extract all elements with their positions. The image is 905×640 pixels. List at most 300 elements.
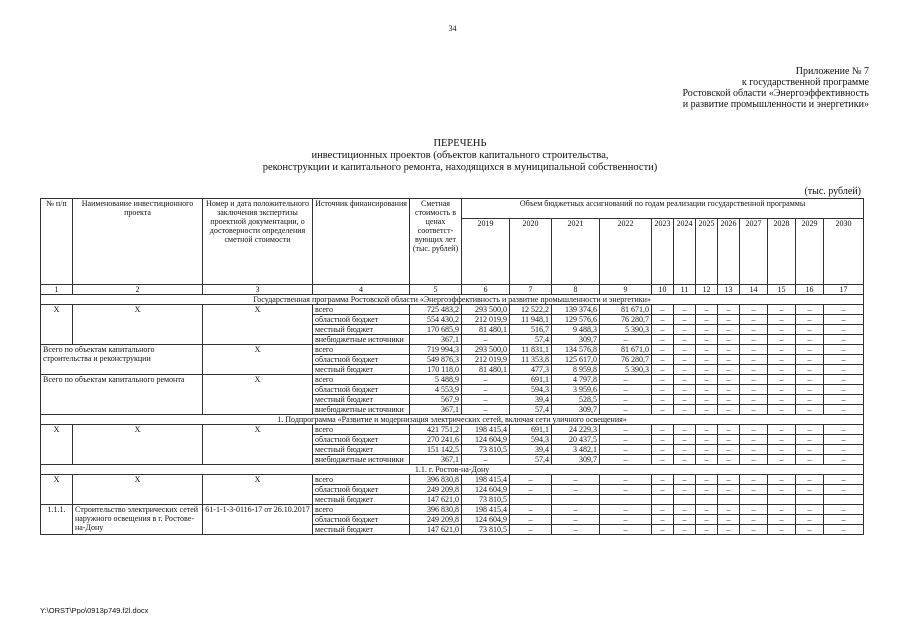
cell-value: – [824,375,864,385]
cell-value: – [740,525,768,535]
cell-value: – [768,395,796,405]
cell-num: Х [41,425,73,465]
cell-value: – [718,505,740,515]
cell-value: 198 415,4 [462,475,510,485]
cell-source: местный бюджет [313,495,410,505]
cell-value: – [718,445,740,455]
cell-value: – [824,435,864,445]
cell-value: 57,4 [510,335,552,345]
cell-value: 81 671,0 [600,345,652,355]
header-colnum: 4 [313,285,410,295]
cell-value: – [768,375,796,385]
header-colnum: 3 [203,285,313,295]
cell-value: – [696,345,718,355]
cell-value: – [796,385,824,395]
cell-name: Строительство электрических сетей наружного освещения в г. Ростове-на-Дону [73,505,203,535]
header-year: 2028 [768,219,796,285]
cell-value: – [718,425,740,435]
cell-source: всего [313,475,410,485]
title-line: реконструкции и капитального ремонта, находящихся в муниципальной собственности) [262,162,658,173]
cell-value: – [740,365,768,375]
cell-source: областной бюджет [313,315,410,325]
cell-value: – [796,525,824,535]
cell-value: 516,7 [510,325,552,335]
appendix-line: к государственной программе [741,77,869,88]
cell-estimate: 421 751,2 [410,425,462,435]
cell-value: – [796,365,824,375]
cell-value: – [718,525,740,535]
header-colnum: 9 [600,285,652,295]
cell-value: 24 229,3 [552,425,600,435]
cell-value: 5 390,3 [600,365,652,375]
cell-value: – [740,385,768,395]
cell-value: – [674,525,696,535]
cell-value: – [652,515,674,525]
cell-value: 309,7 [552,455,600,465]
table-row [41,475,864,485]
cell-source: областной бюджет [313,515,410,525]
cell-value: – [462,335,510,345]
cell-value: – [652,335,674,345]
appendix-line: и развитие промышленности и энергетики» [682,99,869,110]
cell-value: – [718,475,740,485]
cell-estimate: 5 488,9 [410,375,462,385]
cell-value: – [652,445,674,455]
cell-estimate: 567,9 [410,395,462,405]
cell-value: – [718,515,740,525]
cell-value: 309,7 [552,335,600,345]
cell-value: – [652,525,674,535]
cell-value [652,495,674,505]
cell-value: – [768,355,796,365]
cell-num: 1.1.1. [41,505,73,535]
cell-value: – [718,355,740,365]
cell-value: – [796,505,824,515]
cell-value: – [718,305,740,315]
cell-value: – [510,515,552,525]
cell-conclusion: Х [203,345,313,375]
cell-value: 73 810,5 [462,495,510,505]
cell-value: – [696,455,718,465]
cell-value: – [600,385,652,395]
cell-value [510,495,552,505]
cell-value: – [740,375,768,385]
cell-value: – [740,455,768,465]
cell-value [600,495,652,505]
cell-source: областной бюджет [313,355,410,365]
cell-value: – [768,365,796,375]
cell-estimate: 170 685,9 [410,325,462,335]
cell-value: – [600,515,652,525]
cell-value: – [796,345,824,355]
document-title [230,138,690,174]
cell-value: – [796,425,824,435]
table-row [41,505,864,515]
cell-value: – [652,325,674,335]
cell-value: – [696,485,718,495]
cell-value: 4 797,8 [552,375,600,385]
file-path-footer: Y:\ORST\Ppo\0913p749.f2l.docx [40,606,149,615]
cell-value: – [674,435,696,445]
cell-value: – [768,445,796,455]
cell-value: – [768,485,796,495]
cell-source: местный бюджет [313,365,410,375]
cell-source: всего [313,505,410,515]
cell-value: – [674,475,696,485]
cell-value: 198 415,4 [462,505,510,515]
cell-value: – [652,395,674,405]
cell-value: – [674,445,696,455]
cell-value: 293 500,0 [462,345,510,355]
appendix-line: Приложение № 7 [795,66,869,77]
cell-value: – [652,305,674,315]
cell-value: 11 353,8 [510,355,552,365]
cell-value: – [796,325,824,335]
header-colnum: 7 [510,285,552,295]
cell-value: – [696,365,718,375]
page-number: 34 [448,24,457,33]
cell-value [768,495,796,505]
cell-value: – [740,435,768,445]
cell-value: – [652,435,674,445]
cell-value: 198 415,4 [462,425,510,435]
cell-value: 691,1 [510,375,552,385]
cell-value: 594,3 [510,435,552,445]
cell-source: местный бюджет [313,525,410,535]
units-label: (тыс. рублей) [804,186,861,197]
cell-value: – [740,445,768,455]
header-colnum: 8 [552,285,600,295]
cell-value: – [696,505,718,515]
header-year: 2026 [718,219,740,285]
cell-value: – [824,335,864,345]
cell-value: – [652,455,674,465]
cell-estimate: 249 209,8 [410,515,462,525]
cell-source: внебюджетные источники [313,405,410,415]
cell-value: 9 488,3 [552,325,600,335]
cell-value: – [740,485,768,495]
cell-estimate: 147 621,0 [410,525,462,535]
cell-value: – [696,405,718,415]
cell-value [674,495,696,505]
cell-value [718,495,740,505]
header-year: 2021 [552,219,600,285]
cell-value: – [768,315,796,325]
cell-estimate: 147 621,0 [410,495,462,505]
cell-value: – [740,425,768,435]
cell-value: – [674,335,696,345]
cell-value: – [600,475,652,485]
cell-value: 11 948,1 [510,315,552,325]
investment-projects-table [40,198,864,535]
cell-value: – [674,375,696,385]
cell-estimate: 396 830,8 [410,505,462,515]
cell-value: – [718,455,740,465]
header-colnum: 10 [652,285,674,295]
cell-estimate: 367,1 [410,335,462,345]
cell-name: Х [73,475,203,505]
cell-value [740,495,768,505]
cell-num: Х [41,475,73,505]
cell-value: – [768,335,796,345]
cell-estimate: 396 830,8 [410,475,462,485]
cell-value: – [510,505,552,515]
cell-value: – [462,455,510,465]
cell-value: – [768,515,796,525]
cell-value: – [600,505,652,515]
cell-value: – [652,365,674,375]
cell-estimate: 549 876,3 [410,355,462,365]
cell-value: – [696,445,718,455]
cell-value: 3 482,1 [552,445,600,455]
cell-value: – [696,325,718,335]
cell-value: – [462,385,510,395]
section-city: 1.1. г. Ростов-на-Дону [41,465,864,475]
cell-estimate: 249 209,8 [410,485,462,495]
cell-value: – [740,315,768,325]
cell-value: – [462,405,510,415]
cell-source: местный бюджет [313,445,410,455]
header-colnum: 1 [41,285,73,295]
cell-estimate: 4 553,9 [410,385,462,395]
cell-value: – [696,335,718,345]
cell-estimate: 270 241,6 [410,435,462,445]
cell-value: 76 280,7 [600,355,652,365]
cell-value: 12 522,2 [510,305,552,315]
cell-value: – [824,385,864,395]
cell-value: 124 604,9 [462,485,510,495]
cell-value: – [552,505,600,515]
cell-value: – [696,475,718,485]
cell-value: – [600,335,652,345]
cell-value: – [674,405,696,415]
cell-value: – [696,385,718,395]
header-year: 2020 [510,219,552,285]
title-line: инвестиционных проектов (объектов капитального строительства, [311,150,609,161]
cell-value: 76 280,7 [600,315,652,325]
cell-value: – [796,305,824,315]
cell-value: 8 959,8 [552,365,600,375]
cell-value: – [824,365,864,375]
cell-value: – [796,515,824,525]
cell-value: – [674,455,696,465]
cell-value: – [768,345,796,355]
header-estimate: Сметная стоимость в ценах соответст-вующих лет (тыс. рублей) [410,199,462,285]
cell-value: – [796,475,824,485]
cell-value: 124 604,9 [462,435,510,445]
cell-value: 212 019,9 [462,355,510,365]
cell-value: – [796,355,824,365]
cell-source: местный бюджет [313,325,410,335]
cell-value: – [740,345,768,355]
cell-value: – [674,485,696,495]
cell-value: 124 604,9 [462,515,510,525]
cell-estimate: 170 118,0 [410,365,462,375]
cell-value: – [718,385,740,395]
cell-source: внебюджетные источники [313,335,410,345]
cell-source: областной бюджет [313,385,410,395]
cell-value: – [796,445,824,455]
title-heading: ПЕРЕЧЕНЬ [433,138,487,149]
cell-value: – [600,455,652,465]
cell-value: 20 437,5 [552,435,600,445]
cell-value: – [796,375,824,385]
cell-value: 73 810,5 [462,525,510,535]
cell-conclusion: Х [203,375,313,415]
header-year: 2027 [740,219,768,285]
cell-value: – [824,315,864,325]
cell-value: 81 480,1 [462,325,510,335]
cell-value: 3 959,6 [552,385,600,395]
cell-value: – [652,485,674,495]
cell-estimate: 367,1 [410,455,462,465]
header-year: 2023 [652,219,674,285]
cell-value: – [824,485,864,495]
cell-estimate: 151 142,5 [410,445,462,455]
cell-value: – [740,305,768,315]
cell-value: – [768,475,796,485]
header-colnum: 14 [740,285,768,295]
cell-value: – [824,515,864,525]
cell-value: – [740,355,768,365]
cell-value: – [674,385,696,395]
cell-value: – [740,475,768,485]
cell-value: – [718,395,740,405]
header-colnum: 6 [462,285,510,295]
cell-value: – [740,515,768,525]
cell-value: – [718,315,740,325]
table-row [41,305,864,315]
header-year: 2019 [462,219,510,285]
cell-value: 139 374,6 [552,305,600,315]
header-year: 2029 [796,219,824,285]
cell-value: 129 576,6 [552,315,600,325]
cell-value: – [718,335,740,345]
cell-value: – [652,385,674,395]
cell-value: – [796,395,824,405]
cell-value: – [740,405,768,415]
cell-value: – [824,455,864,465]
cell-value: – [600,405,652,415]
cell-value: – [768,385,796,395]
cell-value: – [740,325,768,335]
cell-value: 309,7 [552,405,600,415]
cell-value: – [824,445,864,455]
cell-value: – [696,355,718,365]
cell-value: 477,3 [510,365,552,375]
header-year: 2022 [600,219,652,285]
header-year: 2030 [824,219,864,285]
cell-value: 73 810,5 [462,445,510,455]
cell-value: – [718,365,740,375]
cell-name: Х [73,305,203,345]
cell-value: – [462,375,510,385]
cell-value: – [652,405,674,415]
header-conclusion: Номер и дата положительного заключения экспертизы проектной документации, о достоверности определения сметной стоимости [203,199,313,285]
appendix-line: Ростовской области «Энергоэффективность [682,88,869,99]
header-num: № п/п [41,199,73,285]
header-colnum: 11 [674,285,696,295]
cell-value: 293 500,0 [462,305,510,315]
table-row [41,375,864,385]
cell-value: – [718,435,740,445]
cell-value: – [696,425,718,435]
cell-value: – [768,405,796,415]
section-program: Государственная программа Ростовской области «Энергоэффективность и развитие промышленности и энергетики» [41,295,864,305]
cell-value: – [674,345,696,355]
header-colnum: 2 [73,285,203,295]
cell-value: – [718,345,740,355]
cell-value: – [552,515,600,525]
cell-value: – [796,435,824,445]
cell-value: – [768,455,796,465]
cell-value: – [674,315,696,325]
cell-value: – [652,475,674,485]
cell-value: – [824,425,864,435]
cell-name: Всего по объектам капитального строительства и реконструкции [41,345,203,375]
cell-value: – [696,435,718,445]
cell-value [796,495,824,505]
cell-source: внебюджетные источники [313,455,410,465]
cell-value: – [696,305,718,315]
cell-value [552,495,600,505]
cell-value: – [600,445,652,455]
header-colnum: 12 [696,285,718,295]
cell-value: – [824,345,864,355]
table-row [41,425,864,435]
cell-value: – [718,485,740,495]
cell-value: – [768,305,796,315]
cell-value: 11 831,1 [510,345,552,355]
cell-value: – [740,335,768,345]
cell-value: 39,4 [510,445,552,455]
cell-value: – [552,485,600,495]
cell-source: всего [313,375,410,385]
cell-source: областной бюджет [313,485,410,495]
table-row [41,345,864,355]
cell-value: – [796,335,824,345]
cell-value: – [696,375,718,385]
cell-value: 134 576,8 [552,345,600,355]
cell-value: – [768,425,796,435]
cell-value: – [652,375,674,385]
cell-source: всего [313,345,410,355]
header-year: 2024 [674,219,696,285]
section-subprogram: 1. Подпрограмма «Развитие и модернизация электрических сетей, включая сети уличного освещения» [41,415,864,425]
cell-value: – [696,525,718,535]
cell-value: – [718,375,740,385]
cell-source: всего [313,425,410,435]
cell-value: – [674,395,696,405]
cell-value: – [674,305,696,315]
cell-value: – [652,315,674,325]
cell-value: – [796,485,824,495]
cell-value: 125 617,0 [552,355,600,365]
cell-value: – [674,365,696,375]
cell-value: 528,5 [552,395,600,405]
cell-value: 81 480,1 [462,365,510,375]
cell-value: – [552,475,600,485]
header-colnum: 13 [718,285,740,295]
cell-value: – [740,395,768,405]
cell-value: – [824,525,864,535]
cell-value: – [600,435,652,445]
cell-value: – [510,475,552,485]
cell-value [696,495,718,505]
cell-value: – [824,405,864,415]
cell-value: – [718,405,740,415]
cell-source: местный бюджет [313,395,410,405]
